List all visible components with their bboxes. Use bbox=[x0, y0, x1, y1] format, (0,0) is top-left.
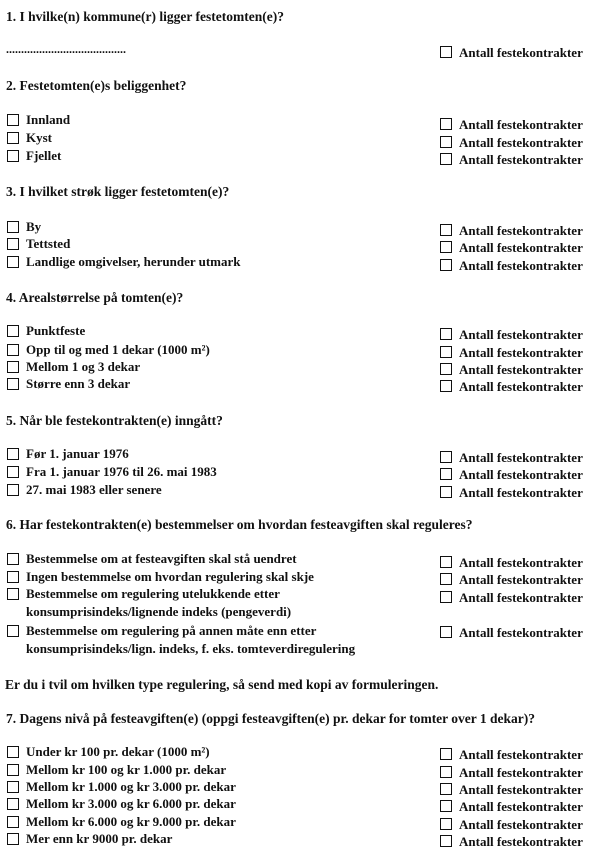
q7-count-3-checkbox[interactable] bbox=[440, 783, 452, 795]
q5-option-1-label: Før 1. januar 1976 bbox=[26, 446, 129, 461]
q5-count-3-checkbox[interactable] bbox=[440, 486, 452, 498]
q5-count-2-checkbox[interactable] bbox=[440, 468, 452, 480]
q3-option-2-checkbox[interactable] bbox=[7, 238, 19, 250]
q3-count-2-label: Antall festekontrakter bbox=[459, 240, 583, 255]
q3-option-1-label: By bbox=[26, 219, 42, 234]
q2-count-2-checkbox[interactable] bbox=[440, 136, 452, 148]
q6-count-3-checkbox[interactable] bbox=[440, 591, 452, 603]
q6-title: 6. Har festekontrakten(e) bestemmelser om hvordan festeavgiften skal reguleres? bbox=[6, 517, 473, 532]
q7-count-4-label: Antall festekontrakter bbox=[459, 799, 583, 814]
q5-title: 5. Når ble festekontrakten(e) inngått? bbox=[6, 413, 223, 428]
q2-count-2-label: Antall festekontrakter bbox=[459, 135, 583, 150]
q3-count-1-checkbox[interactable] bbox=[440, 224, 452, 236]
q2-option-1-label: Innland bbox=[26, 112, 71, 127]
q3-count-1-label: Antall festekontrakter bbox=[459, 223, 583, 238]
q3-count-3-label: Antall festekontrakter bbox=[459, 258, 583, 273]
q6-option-1-checkbox[interactable] bbox=[7, 553, 19, 565]
q7-count-1-checkbox[interactable] bbox=[440, 748, 452, 760]
q6-option-1-label: Bestemmelse om at festeavgiften skal stå uendret bbox=[26, 551, 297, 566]
q5-option-3-checkbox[interactable] bbox=[7, 484, 19, 496]
q7-count-6-label: Antall festekontrakter bbox=[459, 834, 583, 849]
q2-option-2-label: Kyst bbox=[26, 130, 52, 145]
q3-count-2-checkbox[interactable] bbox=[440, 241, 452, 253]
q2-option-2-checkbox[interactable] bbox=[7, 132, 19, 144]
q6-option-4-label-line2: konsumprisindeks/lign. indeks, f. eks. tomteverdiregulering bbox=[26, 641, 356, 656]
q1-municipality-blank[interactable]: ........................................ bbox=[6, 42, 126, 56]
q4-count-4-label: Antall festekontrakter bbox=[459, 379, 583, 394]
q7-option-5-label: Mellom kr 6.000 og kr 9.000 pr. dekar bbox=[26, 814, 236, 829]
q7-count-6-checkbox[interactable] bbox=[440, 835, 452, 847]
q6-count-4-label: Antall festekontrakter bbox=[459, 625, 583, 640]
q6-option-3-checkbox[interactable] bbox=[7, 588, 19, 600]
q2-count-1-label: Antall festekontrakter bbox=[459, 117, 583, 132]
q2-option-3-label: Fjellet bbox=[26, 148, 62, 163]
q6-count-3-label: Antall festekontrakter bbox=[459, 590, 583, 605]
q4-option-3-checkbox[interactable] bbox=[7, 361, 19, 373]
q6-note: Er du i tvil om hvilken type regulering, så send med kopi av formuleringen. bbox=[5, 677, 439, 692]
q2-count-3-checkbox[interactable] bbox=[440, 153, 452, 165]
q7-count-5-label: Antall festekontrakter bbox=[459, 817, 583, 832]
q7-option-1-checkbox[interactable] bbox=[7, 746, 19, 758]
q2-count-1-checkbox[interactable] bbox=[440, 118, 452, 130]
q4-count-2-label: Antall festekontrakter bbox=[459, 345, 583, 360]
q7-option-4-checkbox[interactable] bbox=[7, 798, 19, 810]
q7-count-5-checkbox[interactable] bbox=[440, 818, 452, 830]
q7-option-6-label: Mer enn kr 9000 pr. dekar bbox=[26, 831, 173, 846]
q7-count-4-checkbox[interactable] bbox=[440, 800, 452, 812]
q3-title: 3. I hvilket strøk ligger festetomten(e)? bbox=[6, 184, 230, 199]
q7-option-6-checkbox[interactable] bbox=[7, 833, 19, 845]
q4-count-1-checkbox[interactable] bbox=[440, 328, 452, 340]
q7-option-1-label: Under kr 100 pr. dekar (1000 m²) bbox=[26, 744, 210, 759]
q6-count-2-checkbox[interactable] bbox=[440, 573, 452, 585]
q6-count-2-label: Antall festekontrakter bbox=[459, 572, 583, 587]
q6-count-4-checkbox[interactable] bbox=[440, 626, 452, 638]
q7-option-5-checkbox[interactable] bbox=[7, 816, 19, 828]
q3-option-3-checkbox[interactable] bbox=[7, 256, 19, 268]
q7-option-3-label: Mellom kr 1.000 og kr 3.000 pr. dekar bbox=[26, 779, 236, 794]
q7-count-1-label: Antall festekontrakter bbox=[459, 747, 583, 762]
q7-title: 7. Dagens nivå på festeavgiften(e) (oppgi festeavgiften(e) pr. dekar for tomter over 1 dekar)? bbox=[6, 711, 536, 726]
q4-option-1-checkbox[interactable] bbox=[7, 325, 19, 337]
q7-count-2-label: Antall festekontrakter bbox=[459, 765, 583, 780]
q7-count-3-label: Antall festekontrakter bbox=[459, 782, 583, 797]
q7-count-2-checkbox[interactable] bbox=[440, 766, 452, 778]
q5-option-3-label: 27. mai 1983 eller senere bbox=[26, 482, 162, 497]
q3-count-3-checkbox[interactable] bbox=[440, 259, 452, 271]
q3-option-3-label: Landlige omgivelser, herunder utmark bbox=[26, 254, 241, 269]
q5-option-1-checkbox[interactable] bbox=[7, 448, 19, 460]
q5-count-2-label: Antall festekontrakter bbox=[459, 467, 583, 482]
q4-option-3-label: Mellom 1 og 3 dekar bbox=[26, 359, 141, 374]
q5-count-3-label: Antall festekontrakter bbox=[459, 485, 583, 500]
q4-option-2-label: Opp til og med 1 dekar (1000 m²) bbox=[26, 342, 210, 357]
q7-option-2-checkbox[interactable] bbox=[7, 764, 19, 776]
q5-count-1-label: Antall festekontrakter bbox=[459, 450, 583, 465]
q1-title: 1. I hvilke(n) kommune(r) ligger festetomten(e)? bbox=[6, 9, 284, 24]
q3-option-1-checkbox[interactable] bbox=[7, 221, 19, 233]
q4-option-1-label: Punktfeste bbox=[26, 323, 86, 338]
q7-option-2-label: Mellom kr 100 og kr 1.000 pr. dekar bbox=[26, 762, 227, 777]
q5-count-1-checkbox[interactable] bbox=[440, 451, 452, 463]
q1-count-label: Antall festekontrakter bbox=[459, 45, 583, 60]
q4-count-1-label: Antall festekontrakter bbox=[459, 327, 583, 342]
q5-option-2-checkbox[interactable] bbox=[7, 466, 19, 478]
q4-option-4-label: Større enn 3 dekar bbox=[26, 376, 131, 391]
q4-count-4-checkbox[interactable] bbox=[440, 380, 452, 392]
q5-option-2-label: Fra 1. januar 1976 til 26. mai 1983 bbox=[26, 464, 217, 479]
q4-count-2-checkbox[interactable] bbox=[440, 346, 452, 358]
q2-option-1-checkbox[interactable] bbox=[7, 114, 19, 126]
q4-count-3-checkbox[interactable] bbox=[440, 363, 452, 375]
q6-option-3-label: Bestemmelse om regulering utelukkende etter bbox=[26, 586, 280, 601]
q1-count-checkbox[interactable] bbox=[440, 46, 452, 58]
q6-count-1-checkbox[interactable] bbox=[440, 556, 452, 568]
q7-option-3-checkbox[interactable] bbox=[7, 781, 19, 793]
q2-option-3-checkbox[interactable] bbox=[7, 150, 19, 162]
q6-option-4-label: Bestemmelse om regulering på annen måte enn etter bbox=[26, 623, 317, 638]
q6-option-2-label: Ingen bestemmelse om hvordan regulering skal skje bbox=[26, 569, 314, 584]
q7-option-4-label: Mellom kr 3.000 og kr 6.000 pr. dekar bbox=[26, 796, 236, 811]
q3-option-2-label: Tettsted bbox=[26, 236, 71, 251]
q4-option-2-checkbox[interactable] bbox=[7, 344, 19, 356]
q2-count-3-label: Antall festekontrakter bbox=[459, 152, 583, 167]
q2-title: 2. Festetomten(e)s beliggenhet? bbox=[6, 78, 187, 93]
q6-option-3-label-line2: konsumprisindeks/lignende indeks (pengeverdi) bbox=[26, 604, 292, 619]
q6-option-2-checkbox[interactable] bbox=[7, 571, 19, 583]
q4-count-3-label: Antall festekontrakter bbox=[459, 362, 583, 377]
q4-title: 4. Arealstørrelse på tomten(e)? bbox=[6, 290, 184, 305]
q6-option-4-checkbox[interactable] bbox=[7, 625, 19, 637]
q6-count-1-label: Antall festekontrakter bbox=[459, 555, 583, 570]
q4-option-4-checkbox[interactable] bbox=[7, 378, 19, 390]
